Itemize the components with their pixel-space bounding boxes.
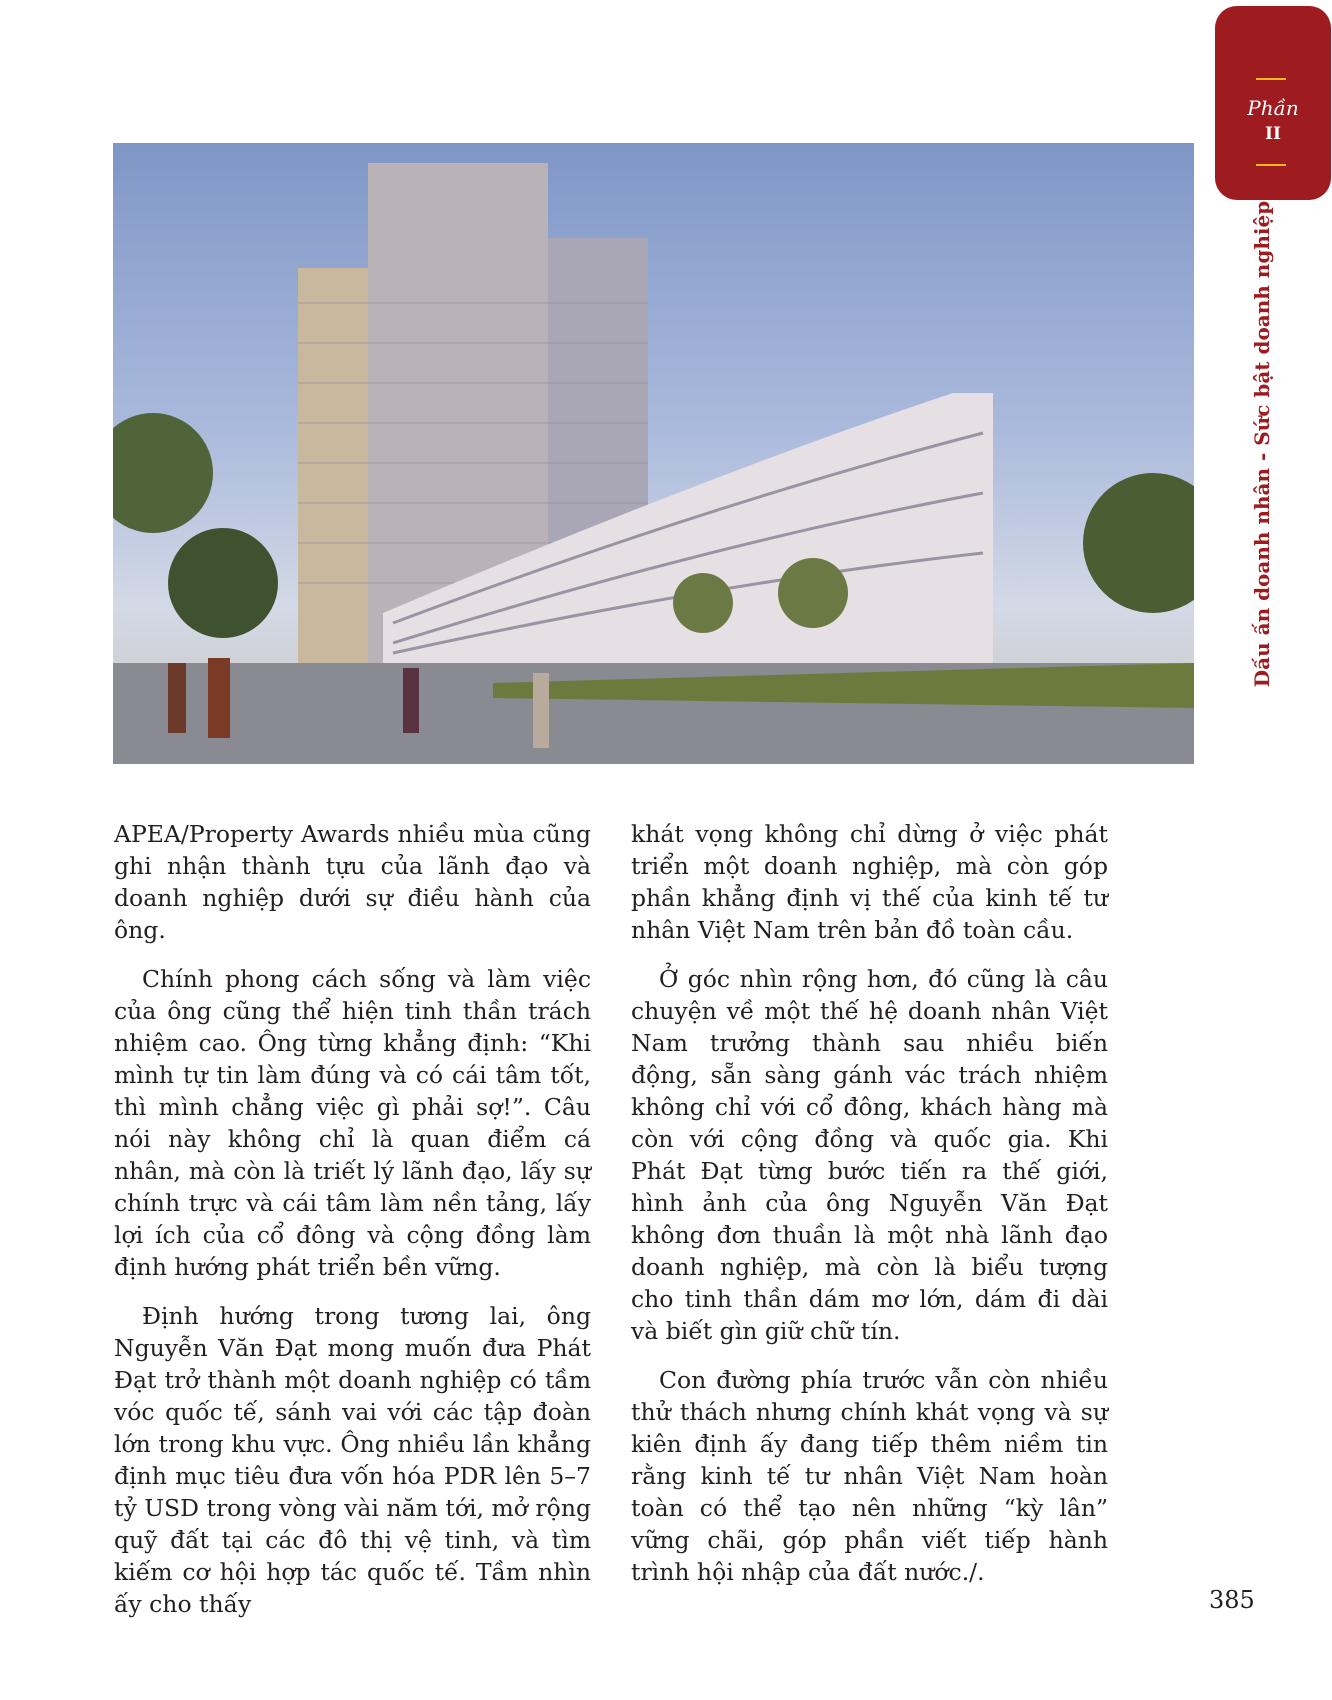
building-illustration bbox=[113, 143, 1194, 764]
paragraph: Định hướng trong tương lai, ông Nguyễn Văn Đạt mong muốn đưa Phát Đạt trở thành một doanh nghiệp có tầm vóc quốc tế, sánh vai với các tập đoàn lớn trong khu vực. Ông nhiều lần khẳng định mục tiêu đưa vốn hóa PDR lên 5–7 tỷ USD trong vòng vài năm tới, mở rộng quỹ đất tại các đô thị vệ tinh, và tìm kiếm cơ hội hợp tác quốc tế. Tầm nhìn ấy cho thấy bbox=[114, 1302, 591, 1618]
part-tab bbox=[1215, 6, 1331, 200]
left-text-column bbox=[114, 818, 591, 1637]
paragraph: khát vọng không chỉ dừng ở việc phát triển một doanh nghiệp, mà còn góp phần khẳng định vị thế của kinh tế tư nhân Việt Nam trên bản đồ toàn cầu. bbox=[631, 820, 1108, 944]
part-number: II bbox=[1265, 124, 1281, 144]
gold-divider bbox=[1256, 78, 1286, 80]
paragraph: Ở góc nhìn rộng hơn, đó cũng là câu chuyện về một thế hệ doanh nhân Việt Nam trưởng thành sau nhiều biến động, sẵn sàng gánh vác trách nhiệm không chỉ với cổ đông, khách hàng mà còn với cộng đồng và quốc gia. Khi Phát Đạt từng bước tiến ra thế giới, hình ảnh của ông Nguyễn Văn Đạt không đơn thuần là một nhà lãnh đạo doanh nghiệp, mà còn là biểu tượng cho tinh thần dám mơ lớn, dám đi dài và biết gìn giữ chữ tín. bbox=[631, 965, 1108, 1345]
paragraph: Chính phong cách sống và làm việc của ông cũng thể hiện tinh thần trách nhiệm cao. Ông từng khẳng định: “Khi mình tự tin làm đúng và có cái tâm tốt, thì mình chẳng việc gì phải sợ!”. Câu nói này không chỉ là quan điểm cá nhân, mà còn là triết lý lãnh đạo, lấy sự chính trực và cái tâm làm nền tảng, lấy lợi ích của cổ đông và cộng đồng làm định hướng phát triển bền vững. bbox=[114, 965, 591, 1281]
tower-left bbox=[298, 268, 368, 708]
paragraph: Con đường phía trước vẫn còn nhiều thử thách nhưng chính khát vọng và sự kiên định ấy đang tiếp thêm niềm tin rằng kinh tế tư nhân Việt Nam hoàn toàn có thể tạo nên những “kỳ lân” vững chãi, góp phần viết tiếp hành trình hội nhập của đất nước./. bbox=[631, 1366, 1108, 1586]
page-number: 385 bbox=[1209, 1586, 1255, 1614]
gold-divider bbox=[1256, 164, 1286, 166]
paragraph: APEA/Property Awards nhiều mùa cũng ghi nhận thành tựu của lãnh đạo và doanh nghiệp dưới sự điều hành của ông. bbox=[114, 820, 591, 944]
section-title: Dấu ấn doanh nhân - Sức bật doanh nghiệp bbox=[1250, 200, 1274, 688]
building-rendering-photo bbox=[113, 143, 1194, 764]
section-title-vertical bbox=[1247, 200, 1277, 688]
part-label: Phần bbox=[1247, 96, 1299, 120]
right-text-column bbox=[631, 818, 1108, 1605]
